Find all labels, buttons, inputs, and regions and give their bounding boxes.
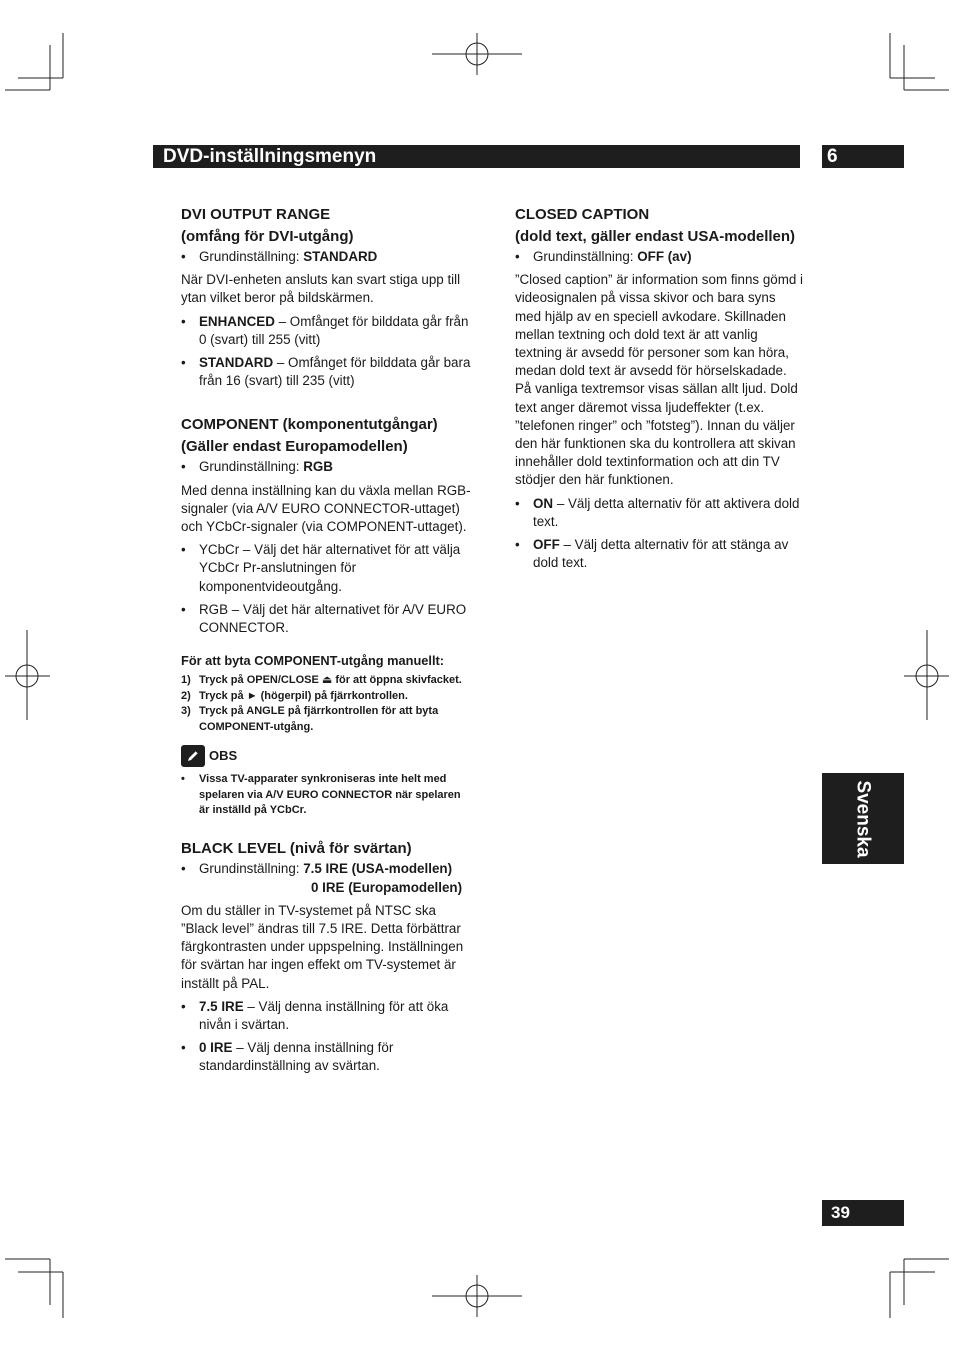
default-value: STANDARD xyxy=(303,249,378,264)
dvi-default xyxy=(181,248,471,266)
language-label: Svenska xyxy=(853,779,874,858)
cc-intro: ”Closed caption” är information som finns gömd i videosignalen på vissa skivor och bara syns med hjälp av en speciell avkodare. Skillnaden mellan textning och dold text är att vanlig textning är avsedd för personer som kan höra, medan dold text är avsedd för hörselskadade. På vanliga textremsor visas sällan allt ljud. Dold text anger däremot vissa ljudeffekter (t.ex. ”telefonen ringer” och ”fotsteg”). Innan du väljer den här funktionen ska du kontrollera att skivan innehåller dold textinformation och att din TV stödjer den här funktionen. xyxy=(515,272,804,488)
page-number: 39 xyxy=(831,1203,850,1222)
item-key: OFF xyxy=(533,537,560,553)
default-label: Grundinställning: xyxy=(199,249,304,264)
step-number: 1) xyxy=(181,674,191,687)
left-column xyxy=(181,204,471,1081)
item-text: – Omfånget för bilddata går från 0 (svart) till 255 (vitt) xyxy=(199,313,469,347)
step-text: Tryck på ► (högerpil) på fjärrkontrollen. xyxy=(199,689,408,702)
default-value-europe: 0 IRE (Europamodellen) xyxy=(311,879,463,895)
cc-heading-line1: CLOSED CAPTION xyxy=(515,206,650,223)
cc-item-off xyxy=(515,536,805,572)
dvi-item-enhanced xyxy=(181,313,471,349)
language-tab-text xyxy=(822,773,904,864)
page-title: DVD-inställningsmenyn xyxy=(163,146,377,167)
black-level-default xyxy=(181,860,471,896)
default-value-usa: 7.5 IRE (USA-modellen) xyxy=(303,861,453,877)
cc-default xyxy=(515,248,805,266)
black-level-item-75 xyxy=(181,998,471,1034)
item-key: STANDARD xyxy=(199,355,274,371)
step-text: Tryck på OPEN/CLOSE ⏏ för att öppna skivfacket. xyxy=(199,674,462,687)
default-label: Grundinställning: xyxy=(533,249,638,264)
item-text: – Välj denna inställning för att öka nivån i svärtan. xyxy=(199,998,449,1033)
component-item-rgb: • RGB – Välj det här alternativet för A/V EURO CONNECTOR. xyxy=(181,601,471,637)
dvi-item-standard xyxy=(181,354,471,390)
black-level-heading: BLACK LEVEL (nivå för svärtan) xyxy=(181,839,412,857)
item-text: – Välj detta alternativ för att aktivera dold text. xyxy=(533,495,800,529)
black-level-item-0 xyxy=(181,1039,471,1075)
obs-label: OBS xyxy=(209,748,238,764)
component-default xyxy=(181,458,471,476)
item-text: – Välj denna inställning för standardinställning av svärtan. xyxy=(199,1040,394,1074)
step-1 xyxy=(181,673,471,689)
component-intro: Med denna inställning kan du växla mellan RGB-signaler (via A/V EURO CONNECTOR-uttaget) och YCbCr-signaler (via COMPONENT-uttaget). xyxy=(181,482,471,535)
step-number: 3) xyxy=(181,705,191,718)
step-text: Tryck på ANGLE på fjärrkontrollen för att byta COMPONENT-utgång. xyxy=(199,705,439,733)
default-label: Grundinställning: xyxy=(199,861,304,877)
component-heading-line1: COMPONENT (komponentutgångar) xyxy=(181,416,438,434)
dvi-heading-line1: DVI OUTPUT RANGE xyxy=(181,206,331,223)
item-text: – Välj detta alternativ för att stänga av dold text. xyxy=(533,537,789,571)
default-value: RGB xyxy=(303,459,333,475)
step-2 xyxy=(181,689,471,705)
component-heading-line2: (Gäller endast Europamodellen) xyxy=(181,437,408,455)
pencil-note-icon xyxy=(181,745,205,767)
obs-note: • Vissa TV-apparater synkroniseras inte helt med spelaren via A/V EURO CONNECTOR när spelaren är inställd på YCbCr. xyxy=(181,772,471,819)
closed-caption-heading xyxy=(515,204,805,247)
manual-switch-heading: För att byta COMPONENT-utgång manuellt: xyxy=(181,653,445,669)
default-value: OFF (av) xyxy=(637,249,692,264)
step-3 xyxy=(181,704,471,735)
item-key: 7.5 IRE xyxy=(199,998,244,1014)
item-key: ENHANCED xyxy=(199,313,275,329)
obs-header xyxy=(181,745,471,767)
component-item-ycbcr: • YCbCr – Välj det här alternativet för att välja YCbCr Pr-anslutningen för komponentvideoutgång. xyxy=(181,541,471,596)
chapter-number: 6 xyxy=(827,146,838,167)
cc-item-on xyxy=(515,495,805,531)
right-column xyxy=(515,204,805,577)
black-level-intro: Om du ställer in TV-systemet på NTSC ska ”Black level” ändras till 7.5 IRE. Detta förbättrar färgkontrasten under uppspelning. Inställningen för svärtan har ingen effekt om TV-systemet är inställt på PAL. xyxy=(181,902,464,991)
dvi-intro: När DVI-enheten ansluts kan svart stiga upp till ytan vilket beror på bildskärmen. xyxy=(181,272,461,306)
dvi-heading xyxy=(181,204,471,247)
cc-heading-line2: (dold text, gäller endast USA-modellen) xyxy=(515,227,796,245)
item-key: ON xyxy=(533,495,554,511)
dvi-heading-line2: (omfång för DVI-utgång) xyxy=(181,227,354,245)
item-text: – Omfånget för bilddata går bara från 16 (svart) till 235 (vitt) xyxy=(199,355,471,389)
component-heading xyxy=(181,414,471,457)
default-label: Grundinställning: xyxy=(199,459,304,475)
step-number: 2) xyxy=(181,689,191,702)
item-key: 0 IRE xyxy=(199,1040,233,1056)
